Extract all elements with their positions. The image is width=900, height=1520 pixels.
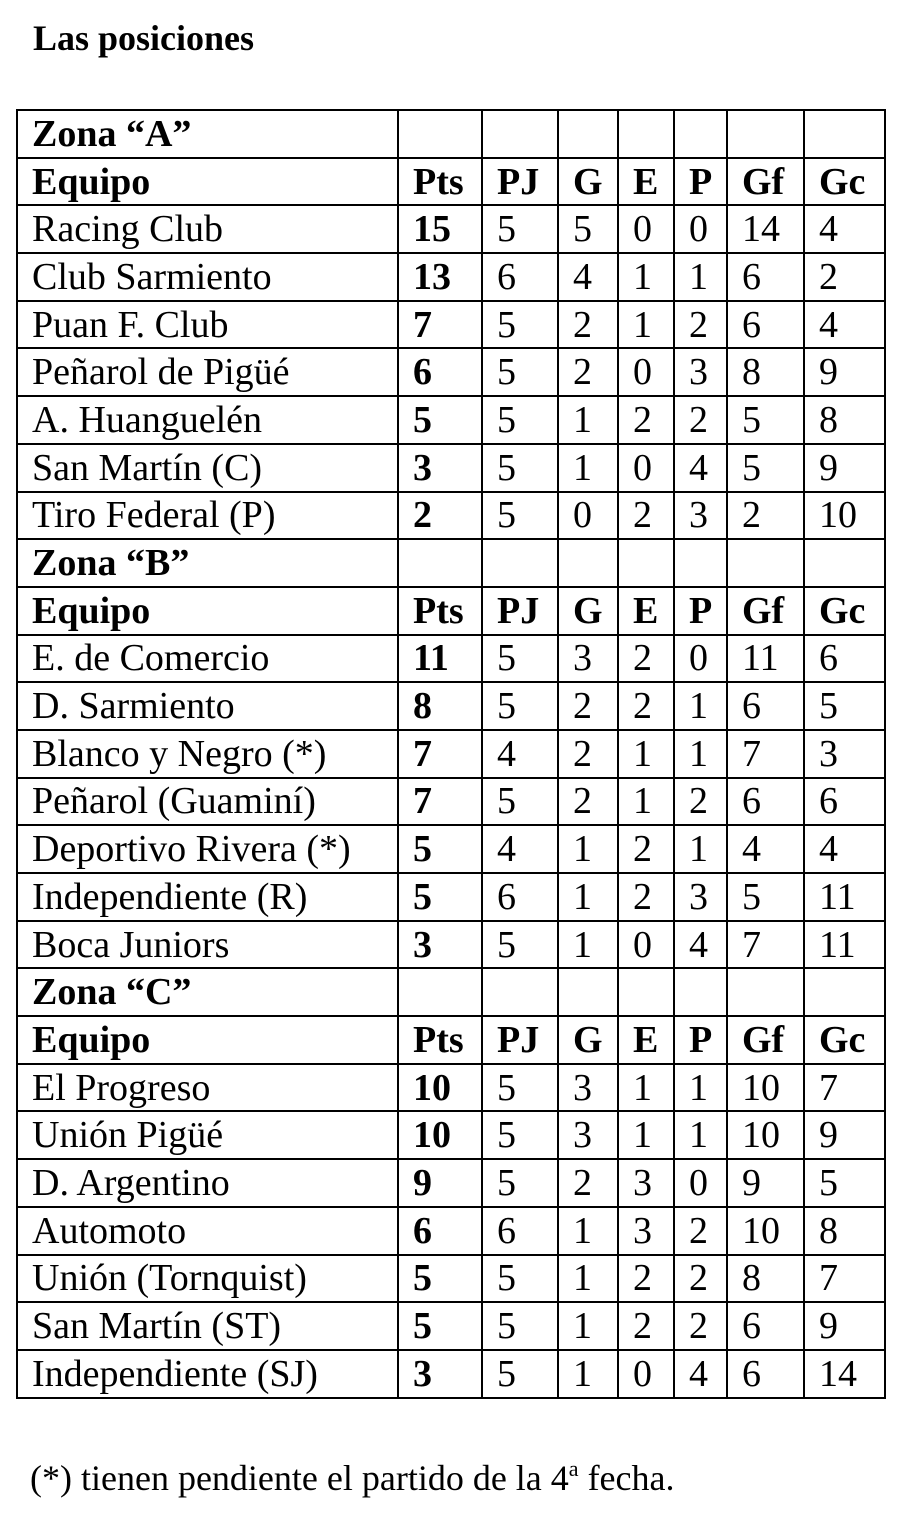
stat-pj: 4 <box>482 730 558 778</box>
stat-gc: 5 <box>804 1159 885 1207</box>
zone-title: Zona “C” <box>17 968 398 1016</box>
stat-g: 1 <box>558 921 618 969</box>
stat-gc: 7 <box>804 1255 885 1303</box>
stat-gf: 4 <box>727 825 804 873</box>
column-header: E <box>618 587 674 635</box>
stat-p: 3 <box>674 348 727 396</box>
stat-g: 1 <box>558 1350 618 1398</box>
stat-e: 2 <box>618 492 674 540</box>
stat-gf: 7 <box>727 730 804 778</box>
column-header: E <box>618 158 674 206</box>
empty-cell <box>558 539 618 587</box>
stat-pts: 3 <box>398 444 482 492</box>
empty-cell <box>674 539 727 587</box>
stat-gf: 6 <box>727 301 804 349</box>
stat-e: 3 <box>618 1159 674 1207</box>
team-name: San Martín (C) <box>17 444 398 492</box>
empty-cell <box>482 539 558 587</box>
stat-gf: 14 <box>727 205 804 253</box>
empty-cell <box>482 968 558 1016</box>
table-row <box>17 682 885 730</box>
stat-g: 2 <box>558 730 618 778</box>
stat-gf: 10 <box>727 1111 804 1159</box>
footnote-text: (*) tienen pendiente el partido de la 4 <box>30 1458 569 1498</box>
stat-e: 2 <box>618 1302 674 1350</box>
team-name: Deportivo Rivera (*) <box>17 825 398 873</box>
team-name: Boca Juniors <box>17 921 398 969</box>
stat-pj: 5 <box>482 921 558 969</box>
team-name: Racing Club <box>17 205 398 253</box>
stat-p: 3 <box>674 873 727 921</box>
team-name: Unión (Tornquist) <box>17 1255 398 1303</box>
column-header-row <box>17 587 885 635</box>
stat-g: 2 <box>558 778 618 826</box>
team-name: Tiro Federal (P) <box>17 492 398 540</box>
team-name: San Martín (ST) <box>17 1302 398 1350</box>
zone-title-row <box>17 539 885 587</box>
column-header: Equipo <box>17 158 398 206</box>
stat-gf: 11 <box>727 635 804 683</box>
stat-pj: 5 <box>482 1302 558 1350</box>
team-name: Independiente (SJ) <box>17 1350 398 1398</box>
stat-e: 1 <box>618 301 674 349</box>
stat-gc: 8 <box>804 1207 885 1255</box>
team-name: El Progreso <box>17 1064 398 1112</box>
stat-gf: 6 <box>727 1302 804 1350</box>
stat-e: 2 <box>618 1255 674 1303</box>
column-header: PJ <box>482 587 558 635</box>
stat-g: 1 <box>558 444 618 492</box>
zone-title-row <box>17 110 885 158</box>
column-header: P <box>674 1016 727 1064</box>
stat-gc: 6 <box>804 778 885 826</box>
stat-p: 0 <box>674 1159 727 1207</box>
stat-e: 0 <box>618 444 674 492</box>
stat-g: 2 <box>558 301 618 349</box>
table-row <box>17 1064 885 1112</box>
table-row <box>17 396 885 444</box>
empty-cell <box>727 968 804 1016</box>
column-header: Equipo <box>17 1016 398 1064</box>
column-header: P <box>674 158 727 206</box>
stat-g: 2 <box>558 1159 618 1207</box>
stat-pts: 6 <box>398 1207 482 1255</box>
stat-pts: 5 <box>398 1255 482 1303</box>
column-header: Gc <box>804 1016 885 1064</box>
column-header: Gf <box>727 1016 804 1064</box>
team-name: Puan F. Club <box>17 301 398 349</box>
stat-e: 2 <box>618 635 674 683</box>
stat-pj: 6 <box>482 873 558 921</box>
stat-gc: 5 <box>804 682 885 730</box>
team-name: Peñarol (Guaminí) <box>17 778 398 826</box>
stat-g: 3 <box>558 635 618 683</box>
empty-cell <box>618 110 674 158</box>
empty-cell <box>674 968 727 1016</box>
stat-g: 2 <box>558 682 618 730</box>
empty-cell <box>727 110 804 158</box>
stat-pts: 7 <box>398 301 482 349</box>
stat-pj: 5 <box>482 348 558 396</box>
stat-pts: 3 <box>398 921 482 969</box>
column-header: Pts <box>398 587 482 635</box>
stat-e: 0 <box>618 348 674 396</box>
empty-cell <box>804 539 885 587</box>
footnote-text-end: fecha. <box>578 1458 675 1498</box>
stat-g: 3 <box>558 1111 618 1159</box>
stat-e: 1 <box>618 1111 674 1159</box>
stat-gc: 11 <box>804 873 885 921</box>
stat-gf: 7 <box>727 921 804 969</box>
table-row <box>17 1255 885 1303</box>
stat-p: 3 <box>674 492 727 540</box>
stat-pj: 5 <box>482 1350 558 1398</box>
table-row <box>17 730 885 778</box>
stat-gc: 3 <box>804 730 885 778</box>
footnote-ordinal-superscript: a <box>568 1456 579 1481</box>
stat-gf: 5 <box>727 444 804 492</box>
stat-pts: 5 <box>398 1302 482 1350</box>
stat-g: 1 <box>558 873 618 921</box>
stat-pj: 5 <box>482 205 558 253</box>
stat-gf: 8 <box>727 1255 804 1303</box>
standings-table <box>16 109 886 1399</box>
column-header-row <box>17 158 885 206</box>
column-header: E <box>618 1016 674 1064</box>
stat-pts: 5 <box>398 873 482 921</box>
empty-cell <box>558 110 618 158</box>
empty-cell <box>727 539 804 587</box>
empty-cell <box>398 539 482 587</box>
table-row <box>17 444 885 492</box>
column-header: Gc <box>804 158 885 206</box>
team-name: Automoto <box>17 1207 398 1255</box>
stat-pts: 3 <box>398 1350 482 1398</box>
stat-pts: 11 <box>398 635 482 683</box>
table-row <box>17 635 885 683</box>
stat-pts: 7 <box>398 778 482 826</box>
stat-pj: 4 <box>482 825 558 873</box>
stat-e: 1 <box>618 1064 674 1112</box>
stat-pts: 6 <box>398 348 482 396</box>
stat-g: 1 <box>558 396 618 444</box>
stat-gc: 9 <box>804 348 885 396</box>
stat-p: 4 <box>674 444 727 492</box>
stat-pj: 5 <box>482 778 558 826</box>
stat-gc: 9 <box>804 1111 885 1159</box>
stat-p: 2 <box>674 1207 727 1255</box>
stat-pts: 10 <box>398 1111 482 1159</box>
stat-pts: 5 <box>398 396 482 444</box>
table-row <box>17 205 885 253</box>
stat-e: 0 <box>618 1350 674 1398</box>
column-header: G <box>558 158 618 206</box>
stat-g: 1 <box>558 1255 618 1303</box>
table-row <box>17 873 885 921</box>
stat-gf: 8 <box>727 348 804 396</box>
empty-cell <box>618 968 674 1016</box>
stat-p: 1 <box>674 1064 727 1112</box>
table-row <box>17 921 885 969</box>
column-header: Gc <box>804 587 885 635</box>
stat-p: 2 <box>674 301 727 349</box>
zone-title: Zona “B” <box>17 539 398 587</box>
stat-e: 2 <box>618 825 674 873</box>
column-header: Pts <box>398 1016 482 1064</box>
stat-gf: 2 <box>727 492 804 540</box>
table-row <box>17 348 885 396</box>
stat-g: 5 <box>558 205 618 253</box>
stat-gc: 11 <box>804 921 885 969</box>
stat-e: 0 <box>618 921 674 969</box>
column-header-row <box>17 1016 885 1064</box>
empty-cell <box>618 539 674 587</box>
stat-pts: 8 <box>398 682 482 730</box>
stat-gf: 6 <box>727 253 804 301</box>
stat-pts: 7 <box>398 730 482 778</box>
stat-e: 1 <box>618 730 674 778</box>
stat-p: 2 <box>674 1255 727 1303</box>
stat-e: 2 <box>618 396 674 444</box>
stat-pj: 5 <box>482 682 558 730</box>
column-header: Gf <box>727 158 804 206</box>
stat-gc: 4 <box>804 205 885 253</box>
stat-pts: 9 <box>398 1159 482 1207</box>
stat-pj: 5 <box>482 1255 558 1303</box>
stat-pj: 5 <box>482 1159 558 1207</box>
table-row <box>17 492 885 540</box>
empty-cell <box>398 968 482 1016</box>
column-header: Pts <box>398 158 482 206</box>
stat-gc: 14 <box>804 1350 885 1398</box>
stat-pj: 6 <box>482 253 558 301</box>
stat-e: 2 <box>618 682 674 730</box>
stat-e: 3 <box>618 1207 674 1255</box>
stat-g: 1 <box>558 1207 618 1255</box>
stat-e: 1 <box>618 778 674 826</box>
table-row <box>17 1159 885 1207</box>
stat-gc: 4 <box>804 301 885 349</box>
empty-cell <box>804 110 885 158</box>
team-name: A. Huanguelén <box>17 396 398 444</box>
stat-p: 1 <box>674 825 727 873</box>
stat-p: 1 <box>674 253 727 301</box>
empty-cell <box>674 110 727 158</box>
stat-g: 3 <box>558 1064 618 1112</box>
table-row <box>17 825 885 873</box>
stat-gf: 5 <box>727 396 804 444</box>
stat-p: 2 <box>674 778 727 826</box>
stat-g: 2 <box>558 348 618 396</box>
column-header: PJ <box>482 1016 558 1064</box>
stat-p: 1 <box>674 682 727 730</box>
column-header: G <box>558 587 618 635</box>
team-name: D. Argentino <box>17 1159 398 1207</box>
zone-title-row <box>17 968 885 1016</box>
table-row <box>17 1111 885 1159</box>
stat-pts: 15 <box>398 205 482 253</box>
stat-pts: 13 <box>398 253 482 301</box>
zone-title: Zona “A” <box>17 110 398 158</box>
stat-pj: 5 <box>482 1064 558 1112</box>
stat-g: 1 <box>558 825 618 873</box>
footnote <box>30 1455 675 1501</box>
team-name: Peñarol de Pigüé <box>17 348 398 396</box>
team-name: Club Sarmiento <box>17 253 398 301</box>
stat-gc: 6 <box>804 635 885 683</box>
stat-gc: 8 <box>804 396 885 444</box>
stat-g: 0 <box>558 492 618 540</box>
column-header: P <box>674 587 727 635</box>
column-header: Equipo <box>17 587 398 635</box>
stat-gc: 4 <box>804 825 885 873</box>
team-name: D. Sarmiento <box>17 682 398 730</box>
stat-gf: 6 <box>727 1350 804 1398</box>
page-title: Las posiciones <box>33 18 255 58</box>
stat-e: 0 <box>618 205 674 253</box>
team-name: E. de Comercio <box>17 635 398 683</box>
table-row <box>17 778 885 826</box>
empty-cell <box>558 968 618 1016</box>
column-header: G <box>558 1016 618 1064</box>
stat-pj: 5 <box>482 635 558 683</box>
stat-p: 0 <box>674 635 727 683</box>
stat-pj: 5 <box>482 301 558 349</box>
stat-gc: 9 <box>804 1302 885 1350</box>
stat-pts: 5 <box>398 825 482 873</box>
stat-pts: 2 <box>398 492 482 540</box>
team-name: Blanco y Negro (*) <box>17 730 398 778</box>
stat-gc: 7 <box>804 1064 885 1112</box>
stat-gf: 6 <box>727 778 804 826</box>
empty-cell <box>398 110 482 158</box>
stat-pj: 6 <box>482 1207 558 1255</box>
team-name: Unión Pigüé <box>17 1111 398 1159</box>
table-row <box>17 1207 885 1255</box>
table-row <box>17 1302 885 1350</box>
stat-pj: 5 <box>482 1111 558 1159</box>
stat-p: 4 <box>674 921 727 969</box>
stat-p: 2 <box>674 1302 727 1350</box>
stat-g: 4 <box>558 253 618 301</box>
stat-g: 1 <box>558 1302 618 1350</box>
column-header: Gf <box>727 587 804 635</box>
stat-p: 4 <box>674 1350 727 1398</box>
stat-p: 2 <box>674 396 727 444</box>
stat-e: 1 <box>618 253 674 301</box>
stat-gf: 6 <box>727 682 804 730</box>
stat-gf: 5 <box>727 873 804 921</box>
stat-gf: 10 <box>727 1207 804 1255</box>
stat-pj: 5 <box>482 444 558 492</box>
empty-cell <box>482 110 558 158</box>
stat-p: 1 <box>674 730 727 778</box>
stat-e: 2 <box>618 873 674 921</box>
stat-p: 1 <box>674 1111 727 1159</box>
stat-gc: 10 <box>804 492 885 540</box>
stat-pts: 10 <box>398 1064 482 1112</box>
stat-pj: 5 <box>482 492 558 540</box>
table-row <box>17 301 885 349</box>
stat-gc: 2 <box>804 253 885 301</box>
stat-gc: 9 <box>804 444 885 492</box>
table-row <box>17 253 885 301</box>
empty-cell <box>804 968 885 1016</box>
column-header: PJ <box>482 158 558 206</box>
stat-gf: 10 <box>727 1064 804 1112</box>
stat-p: 0 <box>674 205 727 253</box>
team-name: Independiente (R) <box>17 873 398 921</box>
stat-pj: 5 <box>482 396 558 444</box>
stat-gf: 9 <box>727 1159 804 1207</box>
table-row <box>17 1350 885 1398</box>
